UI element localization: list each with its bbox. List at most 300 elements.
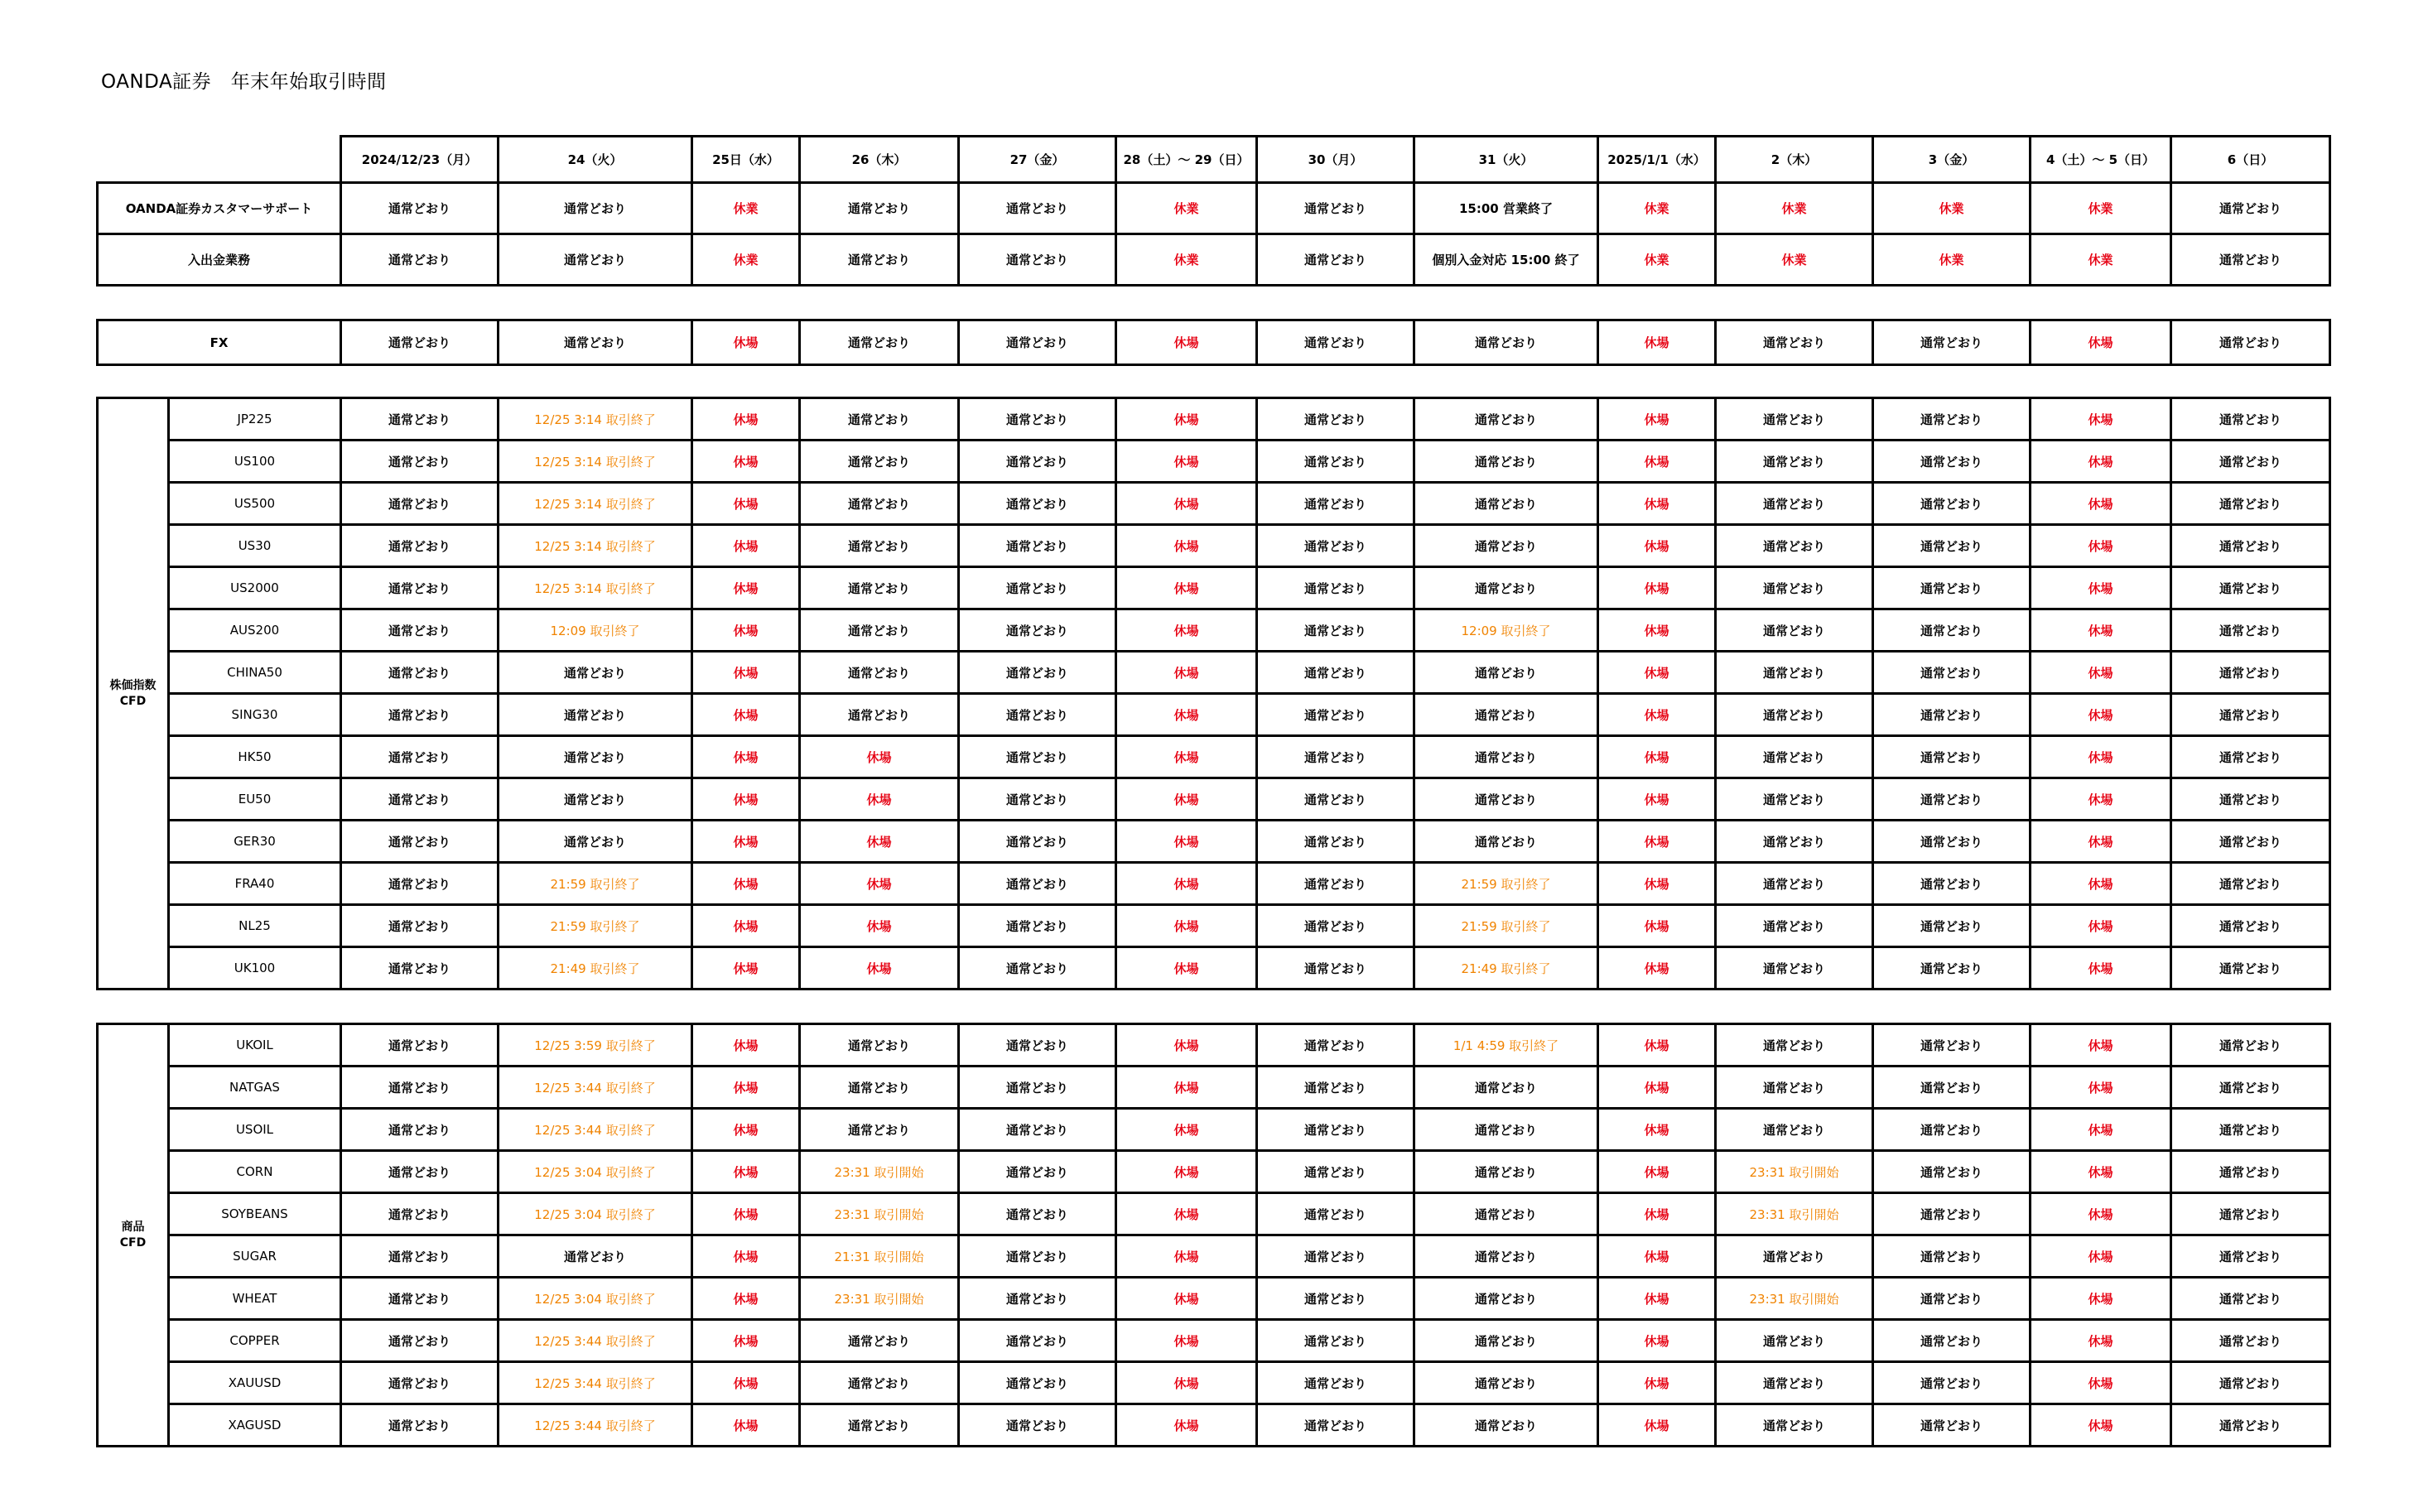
status-cell: 通常どおり: [1414, 694, 1598, 736]
status-cell: 通常どおり: [1873, 1320, 2031, 1362]
status-cell: 休場: [1116, 1067, 1257, 1109]
status-cell: 休場: [1116, 778, 1257, 821]
status-cell: 通常どおり: [1873, 652, 2031, 694]
status-cell: 通常どおり: [959, 652, 1116, 694]
status-cell: 通常どおり: [2171, 234, 2330, 286]
status-cell: 通常どおり: [959, 1362, 1116, 1404]
status-cell: 21:59 取引終了: [499, 905, 692, 947]
instrument-label: GER30: [169, 821, 341, 863]
status-cell: 通常どおり: [800, 1362, 959, 1404]
status-cell: 休場: [2031, 1235, 2171, 1278]
status-cell: 通常どおり: [1257, 652, 1414, 694]
status-cell: 通常どおり: [2171, 1362, 2330, 1404]
status-cell: 通常どおり: [1414, 1151, 1598, 1193]
status-cell: 通常どおり: [2171, 863, 2330, 905]
date-header: 28（土）～ 29（日）: [1116, 137, 1257, 183]
index-row: [98, 778, 2330, 821]
status-cell: 通常どおり: [959, 398, 1116, 441]
status-cell: 通常どおり: [1414, 1362, 1598, 1404]
status-cell: 休場: [2031, 1193, 2171, 1235]
index-row: [98, 863, 2330, 905]
instrument-label: XAGUSD: [169, 1404, 341, 1447]
fx-row: [98, 320, 2330, 365]
group-label-line1: 商品: [121, 1221, 145, 1235]
fx-table: [96, 319, 2331, 366]
status-cell: 通常どおり: [341, 863, 499, 905]
status-cell: 通常どおり: [1716, 398, 1873, 441]
status-cell: 12:09 取引終了: [1414, 609, 1598, 652]
status-cell: 通常どおり: [2171, 1109, 2330, 1151]
status-cell: 通常どおり: [1257, 905, 1414, 947]
status-cell: 休場: [1598, 1320, 1716, 1362]
status-cell: 通常どおり: [1716, 441, 1873, 483]
status-cell: 休場: [692, 905, 800, 947]
status-cell: 12/25 3:04 取引終了: [499, 1193, 692, 1235]
status-cell: 通常どおり: [499, 821, 692, 863]
group-label-line2: CFD: [119, 694, 147, 708]
status-cell: 通常どおり: [800, 320, 959, 365]
status-cell: 21:49 取引終了: [499, 947, 692, 990]
status-cell: 通常どおり: [1716, 320, 1873, 365]
status-cell: 通常どおり: [959, 183, 1116, 234]
status-cell: 休業: [2031, 183, 2171, 234]
status-cell: 休場: [692, 947, 800, 990]
status-cell: 通常どおり: [2171, 947, 2330, 990]
status-cell: 通常どおり: [341, 694, 499, 736]
status-cell: 通常どおり: [1716, 863, 1873, 905]
status-cell: 12/25 3:59 取引終了: [499, 1024, 692, 1067]
status-cell: 休場: [1598, 320, 1716, 365]
status-cell: 通常どおり: [341, 1362, 499, 1404]
status-cell: 通常どおり: [959, 1067, 1116, 1109]
status-cell: 休場: [2031, 778, 2171, 821]
status-cell: 休業: [1716, 183, 1873, 234]
status-cell: 休場: [1116, 821, 1257, 863]
status-cell: 休業: [1116, 183, 1257, 234]
instrument-label: NL25: [169, 905, 341, 947]
status-cell: 通常どおり: [1257, 821, 1414, 863]
status-cell: 休場: [1598, 821, 1716, 863]
instrument-label: UKOIL: [169, 1024, 341, 1067]
status-cell: 通常どおり: [959, 320, 1116, 365]
status-cell: 通常どおり: [1414, 1235, 1598, 1278]
status-cell: 通常どおり: [1414, 483, 1598, 525]
index-row: [98, 652, 2330, 694]
status-cell: 通常どおり: [1873, 1193, 2031, 1235]
instrument-label: US2000: [169, 567, 341, 609]
row-label: 入出金業務: [98, 234, 341, 286]
status-cell: 通常どおり: [1873, 441, 2031, 483]
status-cell: 休場: [1116, 863, 1257, 905]
status-cell: 通常どおり: [1873, 905, 2031, 947]
status-cell: 休場: [692, 778, 800, 821]
status-cell: 休場: [2031, 1362, 2171, 1404]
commodity-row: [98, 1109, 2330, 1151]
status-cell: 通常どおり: [959, 441, 1116, 483]
status-cell: 通常どおり: [2171, 1193, 2330, 1235]
instrument-label: XAUUSD: [169, 1362, 341, 1404]
status-cell: 休場: [1116, 320, 1257, 365]
status-cell: 休場: [692, 694, 800, 736]
status-cell: 通常どおり: [800, 609, 959, 652]
status-cell: 休場: [1116, 1404, 1257, 1447]
status-cell: 休場: [1116, 441, 1257, 483]
page-title: OANDA証券 年末年始取引時間: [101, 71, 387, 93]
instrument-label: US500: [169, 483, 341, 525]
status-cell: 通常どおり: [1716, 525, 1873, 567]
status-cell: 通常どおり: [1716, 567, 1873, 609]
status-cell: 通常どおり: [1257, 525, 1414, 567]
status-cell: 休業: [1873, 234, 2031, 286]
status-cell: 通常どおり: [1257, 234, 1414, 286]
index-row: [98, 441, 2330, 483]
status-cell: 休場: [692, 1362, 800, 1404]
status-cell: 休場: [2031, 863, 2171, 905]
status-cell: 通常どおり: [1873, 398, 2031, 441]
index-cfd-table: [96, 397, 2331, 990]
status-cell: 通常どおり: [1873, 947, 2031, 990]
status-cell: 休場: [692, 567, 800, 609]
status-cell: 休場: [1598, 694, 1716, 736]
status-cell: 通常どおり: [1257, 1109, 1414, 1151]
status-cell: 通常どおり: [2171, 398, 2330, 441]
date-header: 6（日）: [2171, 137, 2330, 183]
instrument-label: EU50: [169, 778, 341, 821]
status-cell: 休場: [692, 736, 800, 778]
status-cell: 通常どおり: [1257, 1193, 1414, 1235]
index-row: [98, 694, 2330, 736]
status-cell: 通常どおり: [1257, 1278, 1414, 1320]
row-label: FX: [98, 320, 341, 365]
status-cell: 通常どおり: [1257, 441, 1414, 483]
status-cell: 通常どおり: [341, 398, 499, 441]
status-cell: 通常どおり: [1716, 1404, 1873, 1447]
status-cell: 通常どおり: [2171, 905, 2330, 947]
date-header: 4（土）～ 5（日）: [2031, 137, 2171, 183]
group-label: [98, 398, 169, 990]
status-cell: 通常どおり: [1257, 483, 1414, 525]
status-cell: 通常どおり: [2171, 525, 2330, 567]
status-cell: 通常どおり: [2171, 567, 2330, 609]
status-cell: 通常どおり: [800, 1024, 959, 1067]
status-cell: 通常どおり: [2171, 183, 2330, 234]
status-cell: 通常どおり: [499, 778, 692, 821]
status-cell: 休場: [2031, 947, 2171, 990]
status-cell: 休場: [1598, 1362, 1716, 1404]
instrument-label: FRA40: [169, 863, 341, 905]
status-cell: 1/1 4:59 取引終了: [1414, 1024, 1598, 1067]
date-header: 3（金）: [1873, 137, 2031, 183]
service-row: [98, 183, 2330, 234]
commodity-cfd-table: [96, 1023, 2331, 1447]
status-cell: 通常どおり: [341, 525, 499, 567]
status-cell: 通常どおり: [2171, 609, 2330, 652]
status-cell: 通常どおり: [959, 1151, 1116, 1193]
status-cell: 通常どおり: [341, 1109, 499, 1151]
status-cell: 休場: [1598, 947, 1716, 990]
status-cell: 21:59 取引終了: [499, 863, 692, 905]
status-cell: 通常どおり: [1414, 398, 1598, 441]
status-cell: 休場: [692, 1024, 800, 1067]
commodity-row: [98, 1024, 2330, 1067]
status-cell: 通常どおり: [1873, 567, 2031, 609]
status-cell: 21:49 取引終了: [1414, 947, 1598, 990]
status-cell: 通常どおり: [959, 609, 1116, 652]
group-label: [98, 1024, 169, 1447]
status-cell: 休場: [692, 320, 800, 365]
status-cell: 通常どおり: [1716, 905, 1873, 947]
status-cell: 12/25 3:04 取引終了: [499, 1151, 692, 1193]
status-cell: 通常どおり: [341, 320, 499, 365]
status-cell: 23:31 取引開始: [1716, 1278, 1873, 1320]
status-cell: 通常どおり: [1257, 567, 1414, 609]
status-cell: 休場: [1116, 525, 1257, 567]
status-cell: 休場: [1598, 736, 1716, 778]
status-cell: 通常どおり: [1257, 1235, 1414, 1278]
status-cell: 休場: [692, 1193, 800, 1235]
status-cell: 通常どおり: [1414, 821, 1598, 863]
status-cell: 通常どおり: [499, 652, 692, 694]
status-cell: 通常どおり: [2171, 1024, 2330, 1067]
status-cell: 通常どおり: [959, 947, 1116, 990]
status-cell: 通常どおり: [959, 694, 1116, 736]
status-cell: 休場: [800, 736, 959, 778]
status-cell: 休場: [1116, 1193, 1257, 1235]
status-cell: 通常どおり: [959, 525, 1116, 567]
commodity-row: [98, 1151, 2330, 1193]
status-cell: 休場: [692, 1151, 800, 1193]
status-cell: 通常どおり: [341, 183, 499, 234]
status-cell: 通常どおり: [1873, 1235, 2031, 1278]
status-cell: 休場: [1598, 1278, 1716, 1320]
status-cell: 休場: [1598, 778, 1716, 821]
status-cell: 通常どおり: [1716, 821, 1873, 863]
status-cell: 通常どおり: [2171, 1235, 2330, 1278]
status-cell: 通常どおり: [2171, 821, 2330, 863]
status-cell: 休場: [800, 905, 959, 947]
instrument-label: SOYBEANS: [169, 1193, 341, 1235]
status-cell: 通常どおり: [1873, 863, 2031, 905]
status-cell: 通常どおり: [1873, 694, 2031, 736]
status-cell: 23:31 取引開始: [800, 1193, 959, 1235]
status-cell: 通常どおり: [499, 320, 692, 365]
status-cell: 通常どおり: [959, 821, 1116, 863]
status-cell: 通常どおり: [959, 567, 1116, 609]
status-cell: 通常どおり: [800, 652, 959, 694]
status-cell: 通常どおり: [1414, 1320, 1598, 1362]
status-cell: 休場: [2031, 609, 2171, 652]
status-cell: 休場: [1116, 1024, 1257, 1067]
status-cell: 通常どおり: [1716, 609, 1873, 652]
status-cell: 通常どおり: [499, 183, 692, 234]
status-cell: 休場: [1116, 905, 1257, 947]
status-cell: 休場: [1116, 609, 1257, 652]
instrument-label: WHEAT: [169, 1278, 341, 1320]
status-cell: 通常どおり: [341, 1278, 499, 1320]
status-cell: 通常どおり: [800, 234, 959, 286]
status-cell: 通常どおり: [1257, 1404, 1414, 1447]
status-cell: 通常どおり: [1716, 483, 1873, 525]
status-cell: 通常どおり: [2171, 736, 2330, 778]
status-cell: 通常どおり: [1414, 1193, 1598, 1235]
status-cell: 通常どおり: [1873, 320, 2031, 365]
status-cell: 休場: [2031, 1024, 2171, 1067]
status-cell: 通常どおり: [341, 234, 499, 286]
instrument-label: UK100: [169, 947, 341, 990]
status-cell: 休場: [800, 947, 959, 990]
status-cell: 休場: [1598, 1024, 1716, 1067]
status-cell: 21:59 取引終了: [1414, 905, 1598, 947]
status-cell: 通常どおり: [1873, 483, 2031, 525]
status-cell: 休場: [1598, 1109, 1716, 1151]
status-cell: 通常どおり: [1257, 1151, 1414, 1193]
status-cell: 通常どおり: [959, 1404, 1116, 1447]
status-cell: 通常どおり: [1257, 947, 1414, 990]
status-cell: 休場: [692, 609, 800, 652]
status-cell: 12/25 3:04 取引終了: [499, 1278, 692, 1320]
status-cell: 休場: [1598, 1151, 1716, 1193]
status-cell: 通常どおり: [1873, 1404, 2031, 1447]
status-cell: 通常どおり: [2171, 1151, 2330, 1193]
group-label-line2: CFD: [119, 1235, 147, 1250]
status-cell: 通常どおり: [959, 1024, 1116, 1067]
status-cell: 通常どおり: [341, 609, 499, 652]
status-cell: 通常どおり: [959, 1109, 1116, 1151]
status-cell: 通常どおり: [1257, 609, 1414, 652]
status-cell: 通常どおり: [959, 1193, 1116, 1235]
instrument-label: CHINA50: [169, 652, 341, 694]
status-cell: 12/25 3:44 取引終了: [499, 1067, 692, 1109]
status-cell: 通常どおり: [1414, 778, 1598, 821]
status-cell: 休場: [2031, 736, 2171, 778]
status-cell: 通常どおり: [2171, 320, 2330, 365]
date-header: 31（火）: [1414, 137, 1598, 183]
status-cell: 休場: [1598, 1067, 1716, 1109]
status-cell: 休場: [800, 863, 959, 905]
index-row: [98, 821, 2330, 863]
status-cell: 通常どおり: [1716, 947, 1873, 990]
status-cell: 休業: [692, 183, 800, 234]
instrument-label: SUGAR: [169, 1235, 341, 1278]
status-cell: 通常どおり: [800, 483, 959, 525]
status-cell: 休場: [1116, 1362, 1257, 1404]
status-cell: 通常どおり: [2171, 1404, 2330, 1447]
status-cell: 通常どおり: [1873, 1362, 2031, 1404]
status-cell: 休業: [2031, 234, 2171, 286]
status-cell: 通常どおり: [800, 183, 959, 234]
status-cell: 15:00 営業終了: [1414, 183, 1598, 234]
status-cell: 休場: [1598, 567, 1716, 609]
status-cell: 21:31 取引開始: [800, 1235, 959, 1278]
status-cell: 休場: [1598, 1193, 1716, 1235]
status-cell: 通常どおり: [1257, 398, 1414, 441]
row-label: OANDA証券カスタマーサポート: [98, 183, 341, 234]
status-cell: 通常どおり: [1257, 320, 1414, 365]
status-cell: 通常どおり: [1257, 778, 1414, 821]
date-header: 30（月）: [1257, 137, 1414, 183]
status-cell: 休場: [692, 1404, 800, 1447]
status-cell: 通常どおり: [2171, 1067, 2330, 1109]
date-header: 24（火）: [499, 137, 692, 183]
status-cell: 通常どおり: [1873, 525, 2031, 567]
commodity-row: [98, 1404, 2330, 1447]
status-cell: 通常どおり: [1414, 441, 1598, 483]
status-cell: 通常どおり: [341, 1193, 499, 1235]
instrument-label: AUS200: [169, 609, 341, 652]
status-cell: 休場: [1598, 609, 1716, 652]
status-cell: 通常どおり: [1414, 525, 1598, 567]
status-cell: 12/25 3:14 取引終了: [499, 525, 692, 567]
commodity-row: [98, 1235, 2330, 1278]
status-cell: 通常どおり: [341, 821, 499, 863]
status-cell: 休場: [2031, 1404, 2171, 1447]
status-cell: 休場: [1116, 652, 1257, 694]
status-cell: 23:31 取引開始: [1716, 1193, 1873, 1235]
status-cell: 通常どおり: [341, 1151, 499, 1193]
status-cell: 通常どおり: [1414, 1404, 1598, 1447]
status-cell: 12/25 3:44 取引終了: [499, 1362, 692, 1404]
status-cell: 休業: [692, 234, 800, 286]
instrument-label: CORN: [169, 1151, 341, 1193]
status-cell: 12/25 3:44 取引終了: [499, 1404, 692, 1447]
status-cell: 休業: [1873, 183, 2031, 234]
status-cell: 通常どおり: [1716, 736, 1873, 778]
index-row: [98, 483, 2330, 525]
status-cell: 通常どおり: [341, 441, 499, 483]
status-cell: 通常どおり: [959, 778, 1116, 821]
status-cell: 休場: [1598, 905, 1716, 947]
status-cell: 休場: [2031, 398, 2171, 441]
status-cell: 通常どおり: [341, 1320, 499, 1362]
status-cell: 通常どおり: [499, 736, 692, 778]
status-cell: 通常どおり: [341, 483, 499, 525]
status-cell: 通常どおり: [1257, 1024, 1414, 1067]
status-cell: 通常どおり: [1414, 1067, 1598, 1109]
status-cell: 休場: [1116, 567, 1257, 609]
commodity-row: [98, 1362, 2330, 1404]
status-cell: 通常どおり: [1873, 1151, 2031, 1193]
status-cell: 通常どおり: [959, 1278, 1116, 1320]
status-cell: 通常どおり: [1414, 652, 1598, 694]
status-cell: 通常どおり: [959, 483, 1116, 525]
status-cell: 休場: [692, 525, 800, 567]
status-cell: 休場: [1116, 736, 1257, 778]
status-cell: 通常どおり: [1414, 567, 1598, 609]
status-cell: 通常どおり: [800, 441, 959, 483]
status-cell: 通常どおり: [341, 947, 499, 990]
index-row: [98, 398, 2330, 441]
status-cell: 休場: [1598, 863, 1716, 905]
status-cell: 通常どおり: [1257, 694, 1414, 736]
status-cell: 休場: [1116, 1109, 1257, 1151]
status-cell: 休場: [692, 821, 800, 863]
instrument-label: HK50: [169, 736, 341, 778]
index-row: [98, 736, 2330, 778]
status-cell: 休場: [1116, 398, 1257, 441]
status-cell: 休場: [2031, 652, 2171, 694]
status-cell: 通常どおり: [341, 652, 499, 694]
status-cell: 休場: [1116, 947, 1257, 990]
status-cell: 休場: [2031, 525, 2171, 567]
status-cell: 通常どおり: [341, 778, 499, 821]
status-cell: 休場: [1598, 525, 1716, 567]
status-cell: 通常どおり: [959, 736, 1116, 778]
index-row: [98, 567, 2330, 609]
status-cell: 通常どおり: [800, 1109, 959, 1151]
status-cell: 通常どおり: [1873, 1067, 2031, 1109]
status-cell: 休場: [1598, 441, 1716, 483]
status-cell: 休場: [2031, 905, 2171, 947]
